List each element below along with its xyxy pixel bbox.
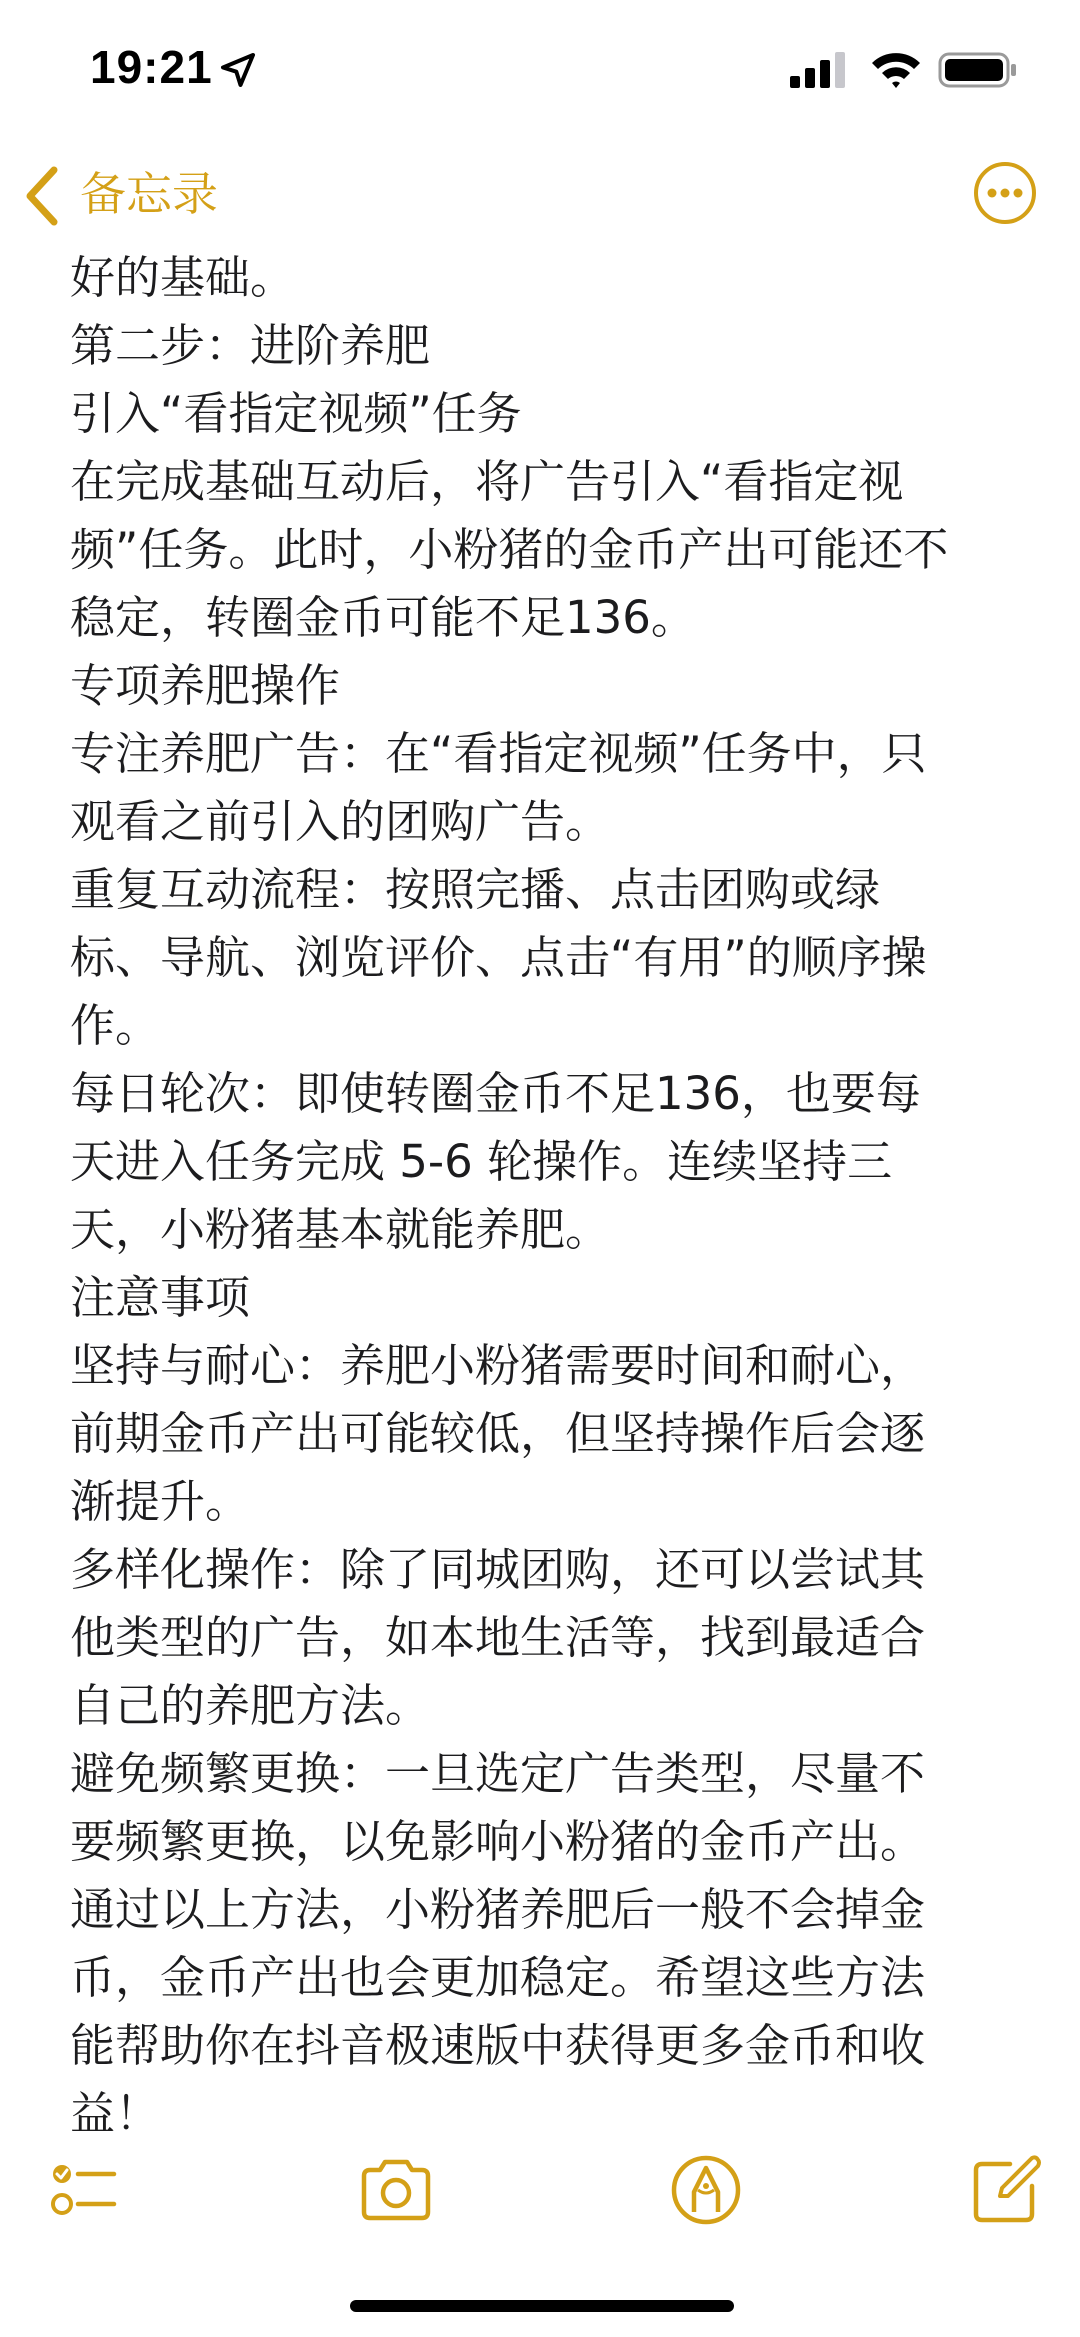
more-options-icon[interactable] <box>972 160 1038 226</box>
status-bar <box>0 0 1080 130</box>
note-line: 天进入任务完成 5-6 轮操作。连续坚持三 <box>70 1135 893 1188</box>
note-line: 避免频繁更换：一旦选定广告类型，尽量不 <box>70 1747 926 1800</box>
note-line: 重复互动流程：按照完播、点击团购或绿 <box>70 863 881 916</box>
wifi-icon <box>870 50 922 90</box>
note-line: 稳定，转圈金币可能不足136。 <box>70 591 696 644</box>
note-line: 专注养肥广告：在“看指定视频”任务中，只 <box>70 727 927 780</box>
note-line: 观看之前引入的团购广告。 <box>70 795 611 848</box>
battery-icon <box>938 50 1018 90</box>
bottom-toolbar <box>0 2140 1080 2250</box>
note-line: 多样化操作：除了同城团购，还可以尝试其 <box>70 1543 926 1596</box>
note-line: 前期金币产出可能较低，但坚持操作后会逐 <box>70 1407 926 1460</box>
note-line: 标、导航、浏览评价、点击“有用”的顺序操 <box>70 931 927 984</box>
cellular-signal-icon <box>790 52 848 88</box>
note-line: 每日轮次：即使转圈金币不足136，也要每 <box>70 1067 921 1120</box>
note-line: 第二步：进阶养肥 <box>70 319 431 372</box>
note-line: 好的基础。 <box>70 251 296 304</box>
note-line: 天，小粉猪基本就能养肥。 <box>70 1203 611 1256</box>
markup-pen-icon[interactable] <box>666 2150 746 2230</box>
note-line: 专项养肥操作 <box>70 659 341 712</box>
note-line: 作。 <box>70 999 161 1052</box>
checklist-icon[interactable] <box>44 2150 124 2230</box>
note-line: 注意事项 <box>70 1271 251 1324</box>
note-line: 自己的养肥方法。 <box>70 1679 431 1732</box>
camera-icon[interactable] <box>356 2150 436 2230</box>
note-line: 渐提升。 <box>70 1475 251 1528</box>
note-line: 频”任务。此时，小粉猪的金币产出可能还不 <box>70 523 949 576</box>
note-text-area[interactable] <box>70 244 1030 2148</box>
note-line: 益！ <box>70 2087 161 2140</box>
note-line: 他类型的广告，如本地生活等，找到最适合 <box>70 1611 926 1664</box>
note-line: 能帮助你在抖音极速版中获得更多金币和收 <box>70 2019 926 2072</box>
home-indicator[interactable] <box>350 2300 734 2312</box>
back-button[interactable]: 备忘录 <box>80 167 218 221</box>
nav-bar <box>0 150 1080 250</box>
note-line: 引入“看指定视频”任务 <box>70 387 522 440</box>
status-time: 19:21 <box>90 41 213 93</box>
location-arrow-icon <box>218 50 258 90</box>
note-line: 坚持与耐心：养肥小粉猪需要时间和耐心， <box>70 1339 926 1392</box>
note-line: 通过以上方法，小粉猪养肥后一般不会掉金 <box>70 1883 926 1936</box>
chevron-left-icon[interactable] <box>22 164 62 228</box>
note-line: 币，金币产出也会更加稳定。希望这些方法 <box>70 1951 926 2004</box>
note-line: 在完成基础互动后，将广告引入“看指定视 <box>70 455 904 508</box>
compose-icon[interactable] <box>966 2150 1046 2230</box>
note-line: 要频繁更换，以免影响小粉猪的金币产出。 <box>70 1815 926 1868</box>
